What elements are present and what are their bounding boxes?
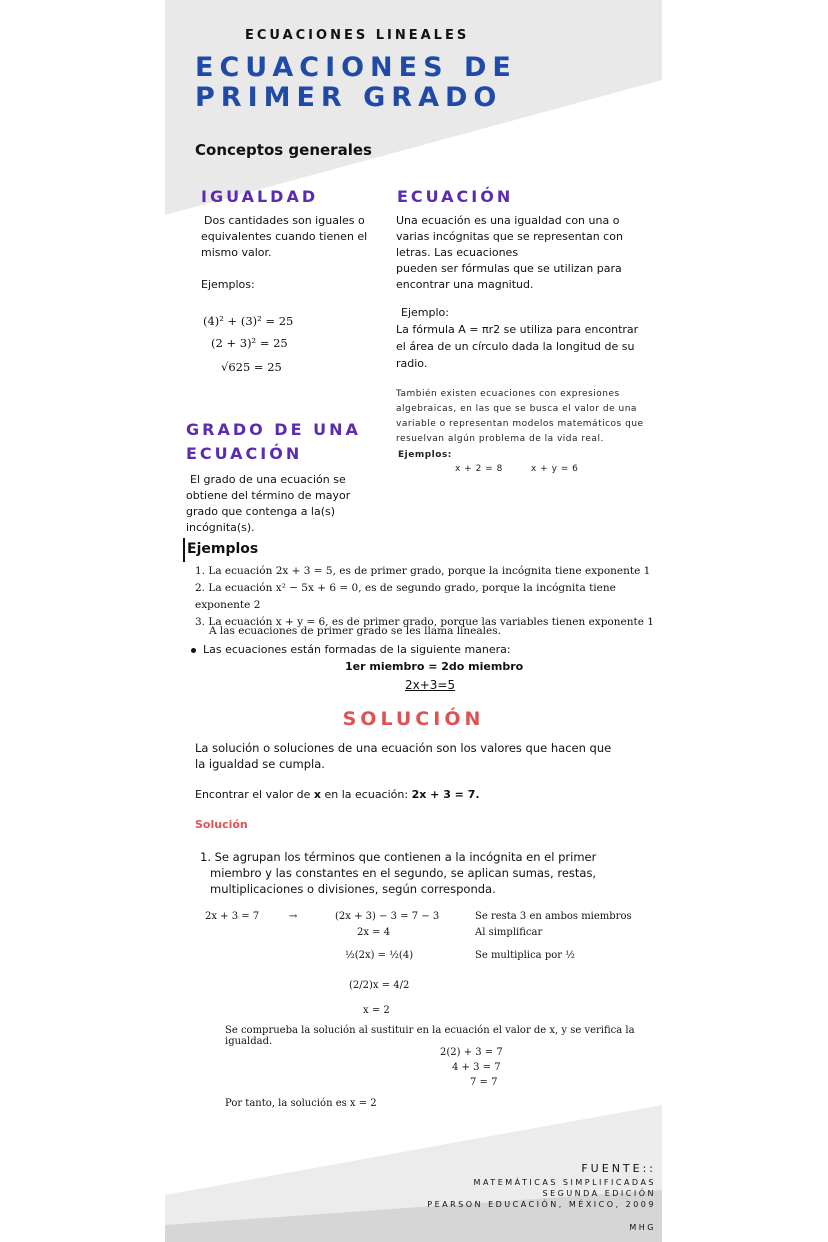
step1-line: multiplicaciones o divisiones, según corresponda. [210,882,496,896]
ecuacion-extra-line: variable o representan modelos matemáticos que [396,419,644,429]
ecuacion-example-eq: x + y = 6 [531,464,579,474]
task-prefix: Encontrar el valor de [195,788,314,801]
ecuacion-example-line: radio. [396,357,428,370]
ecuacion-heading: ECUACIÓN [397,187,514,206]
work-step: ½(2x) = ½(4) [345,950,414,961]
work-step: (2x + 3) − 3 = 7 − 3 [335,911,440,922]
igualdad-text-line: Dos cantidades son iguales o [204,214,365,227]
ejemplos-bullet: Las ecuaciones están formadas de la siguiente manera: [203,643,511,656]
grado-text-line: incógnita(s). [186,521,255,534]
igualdad-example: (2 + 3)² = 25 [211,336,288,350]
start-equation: 2x + 3 = 7 [205,911,260,922]
conclusion: Por tanto, la solución es x = 2 [225,1098,377,1109]
footer-title: FUENTE:: [581,1162,656,1175]
ecuacion-text-line: Una ecuación es una igualdad con una o [396,214,620,227]
ecuacion-text-line: letras. Las ecuaciones [396,246,519,259]
members-example: 2x+3=5 [405,678,456,692]
work-step: (2/2)x = 4/2 [349,980,410,991]
arrow-icon: → [289,911,298,922]
main-title-line2: PRIMER GRADO [195,82,503,113]
solucion-text-line: La solución o soluciones de una ecuación son los valores que hacen que [195,741,612,755]
grado-text-line: obtiene del término de mayor [186,489,351,502]
footer-line: MATEMÁTICAS SIMPLIFICADAS [473,1178,656,1187]
ecuacion-examples-label: Ejemplos: [398,450,452,460]
footer-line: SEGUNDA EDICIÓN [542,1189,656,1198]
ecuacion-example-eq: x + 2 = 8 [455,464,503,474]
ecuacion-example [396,321,662,372]
ecuacion-example-label: Ejemplo: [401,306,449,319]
check-step: 7 = 7 [470,1077,498,1088]
grado-heading-line2: ECUACIÓN [186,444,303,463]
grado-heading-line1: GRADO DE UNA [186,420,361,439]
step1-line: miembro y las constantes en el segundo, se aplican sumas, restas, [210,866,597,880]
step1-line: 1. Se agrupan los términos que contienen a la incógnita en el primer [200,850,597,864]
ecuacion-text-line: encontrar una magnitud. [396,278,534,291]
members-line: 1er miembro = 2do miembro [345,660,524,673]
list-item: 1. La ecuación 2x + 3 = 5, es de primer grado, porque la incógnita tiene exponente 1 [195,565,651,577]
ejemplos-list [195,563,662,631]
igualdad-text-line: mismo valor. [201,246,272,259]
grado-text-line: grado que contenga a la(s) [186,505,336,518]
igualdad-example: (4)² + (3)² = 25 [203,314,294,328]
ecuacion-example-line: La fórmula A = πr2 se utiliza para encontrar [396,323,639,336]
main-title-line1: ECUACIONES DE [195,52,517,83]
work-step: 2x = 4 [357,927,391,938]
ecuacion-extra [396,387,662,447]
ecuacion-text-line: varias incógnitas que se representan con [396,230,623,243]
task-equation: 2x + 3 = 7. [411,788,480,801]
infographic-page [165,0,662,1242]
ecuacion-example-line: el área de un círculo dada la longitud de su [396,340,635,353]
ejemplos-marker [183,538,185,562]
work-step: x = 2 [363,1005,390,1016]
ecuacion-extra-line: resuelvan algún problema de la vida real. [396,434,604,444]
igualdad-examples-label: Ejemplos: [201,278,255,291]
igualdad-text [201,213,391,261]
check-step: 4 + 3 = 7 [452,1062,501,1073]
section-title: Conceptos generales [195,141,372,159]
footer-initials: MHG [629,1223,656,1232]
igualdad-example: √625 = 25 [221,360,282,374]
task-mid: en la ecuación: [321,788,412,801]
ejemplos-note: A las ecuaciones de primer grado se les llama lineales. [209,625,501,637]
bullet-dot [191,648,196,653]
work-note: Se multiplica por ½ [475,950,575,961]
ejemplos-heading: Ejemplos [187,541,259,557]
task-variable: x [313,788,321,801]
work-note: Se resta 3 en ambos miembros [475,911,632,922]
check-step: 2(2) + 3 = 7 [440,1047,503,1058]
kicker-title: ECUACIONES LINEALES [245,28,470,43]
solucion-label: Solución [195,818,248,831]
solucion-heading: SOLUCIÓN [342,708,485,730]
ecuacion-extra-line: algebraicas, en las que se busca el valor de una [396,404,637,414]
work-note: Al simplificar [475,927,543,938]
grado-text [186,472,386,536]
list-item: 3. La ecuación x + y = 6, es de primer grado, porque las variables tienen exponente 1 [195,616,654,628]
grado-text-line: El grado de una ecuación se [190,473,346,486]
footer-line: PEARSON EDUCACIÓN, MÉXICO, 2009 [427,1200,656,1209]
solucion-text-line: la igualdad se cumpla. [195,757,325,771]
ecuacion-text-line: pueden ser fórmulas que se utilizan para [396,262,622,275]
igualdad-text-line: equivalentes cuando tienen el [201,230,368,243]
ecuacion-text [396,213,656,293]
step1-text [200,849,660,897]
igualdad-heading: IGUALDAD [201,187,319,206]
solucion-task [195,788,480,801]
list-item: 2. La ecuación x² − 5x + 6 = 0, es de segundo grado, porque la incógnita tiene exponente 2 [195,582,616,611]
solucion-text [195,740,655,772]
ecuacion-extra-line: También existen ecuaciones con expresiones [396,389,620,399]
check-text: Se comprueba la solución al sustituir en la ecuación el valor de x, y se verifica la igualdad. [225,1025,635,1047]
